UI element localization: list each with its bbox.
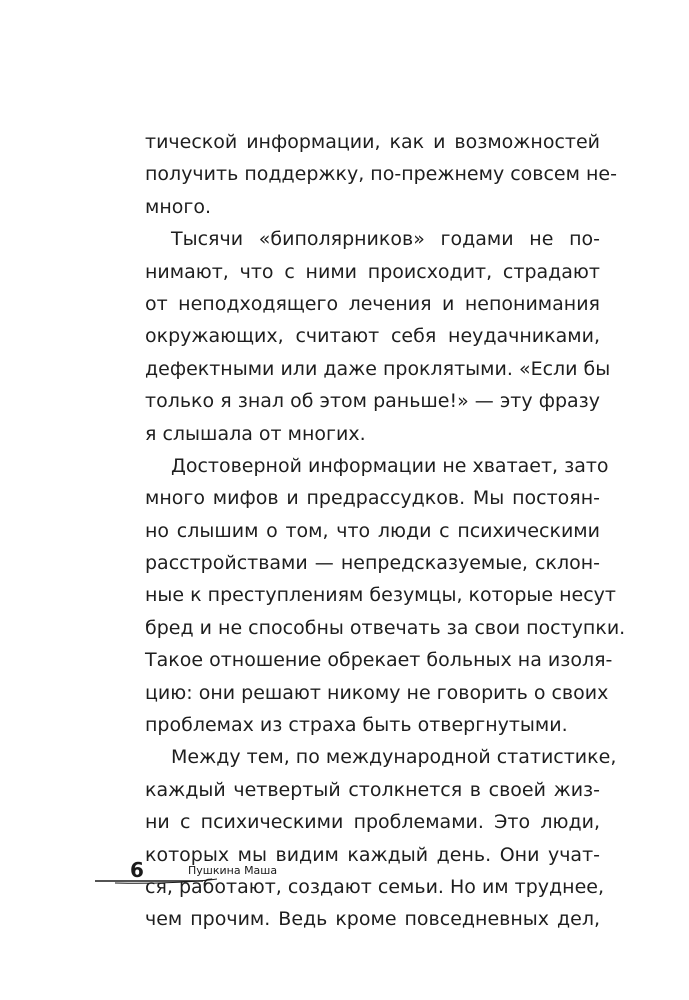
text-line: цию: они решают никому не говорить о своих: [145, 681, 609, 704]
text-line: нимают, что с ними происходит, страдают: [145, 260, 600, 283]
text-line: ни с психическими проблемами. Это люди,: [145, 811, 600, 834]
page-footer: [95, 858, 395, 888]
text-line: окружающих, считают себя неудачниками,: [145, 325, 600, 348]
text-line: расстройствами — непредсказуемые, склон-: [145, 552, 600, 575]
text-line: Достоверной информации не хватает, зато: [171, 454, 609, 477]
text-line: тической информации, как и возможностей: [145, 131, 600, 153]
footer-author: Пушкина Маша: [188, 864, 278, 877]
text-line: Между тем, по международной статистике,: [171, 746, 617, 769]
text-line: бред и не способны отвечать за свои поступки.: [145, 616, 626, 639]
page-number: 6: [130, 858, 144, 882]
text-line: от неподходящего лечения и непонимания: [145, 292, 600, 315]
text-line: дефектными или даже проклятыми. «Если бы: [145, 357, 611, 380]
text-line: получить поддержку, по-прежнему совсем не-: [145, 163, 617, 186]
text-line: но слышим о том, что люди с психическими: [145, 519, 600, 542]
text-line: много мифов и предрассудков. Мы постоян-: [145, 487, 600, 510]
text-line: проблемах из страха быть отвергнутыми.: [145, 714, 568, 737]
text-line: только я знал об этом раньше!» — эту фразу: [145, 390, 600, 413]
text-line: я слышала от многих.: [145, 422, 366, 445]
text-line: чем прочим. Ведь кроме повседневных дел,: [145, 908, 600, 931]
text-line: которых мы видим каждый день. Они учат-: [145, 843, 600, 866]
text-line: ся, работают, создают семьи. Но им труднее,: [145, 875, 605, 898]
text-line: каждый четвертый столкнется в своей жиз-: [145, 778, 600, 801]
text-line: Такое отношение обрекает больных на изоля-: [145, 649, 613, 672]
text-line: ные к преступлениям безумцы, которые несут: [145, 584, 616, 607]
body-text: [145, 126, 626, 936]
text-line: много.: [145, 195, 212, 218]
text-line: Тысячи «биполярников» годами не по-: [171, 228, 600, 251]
